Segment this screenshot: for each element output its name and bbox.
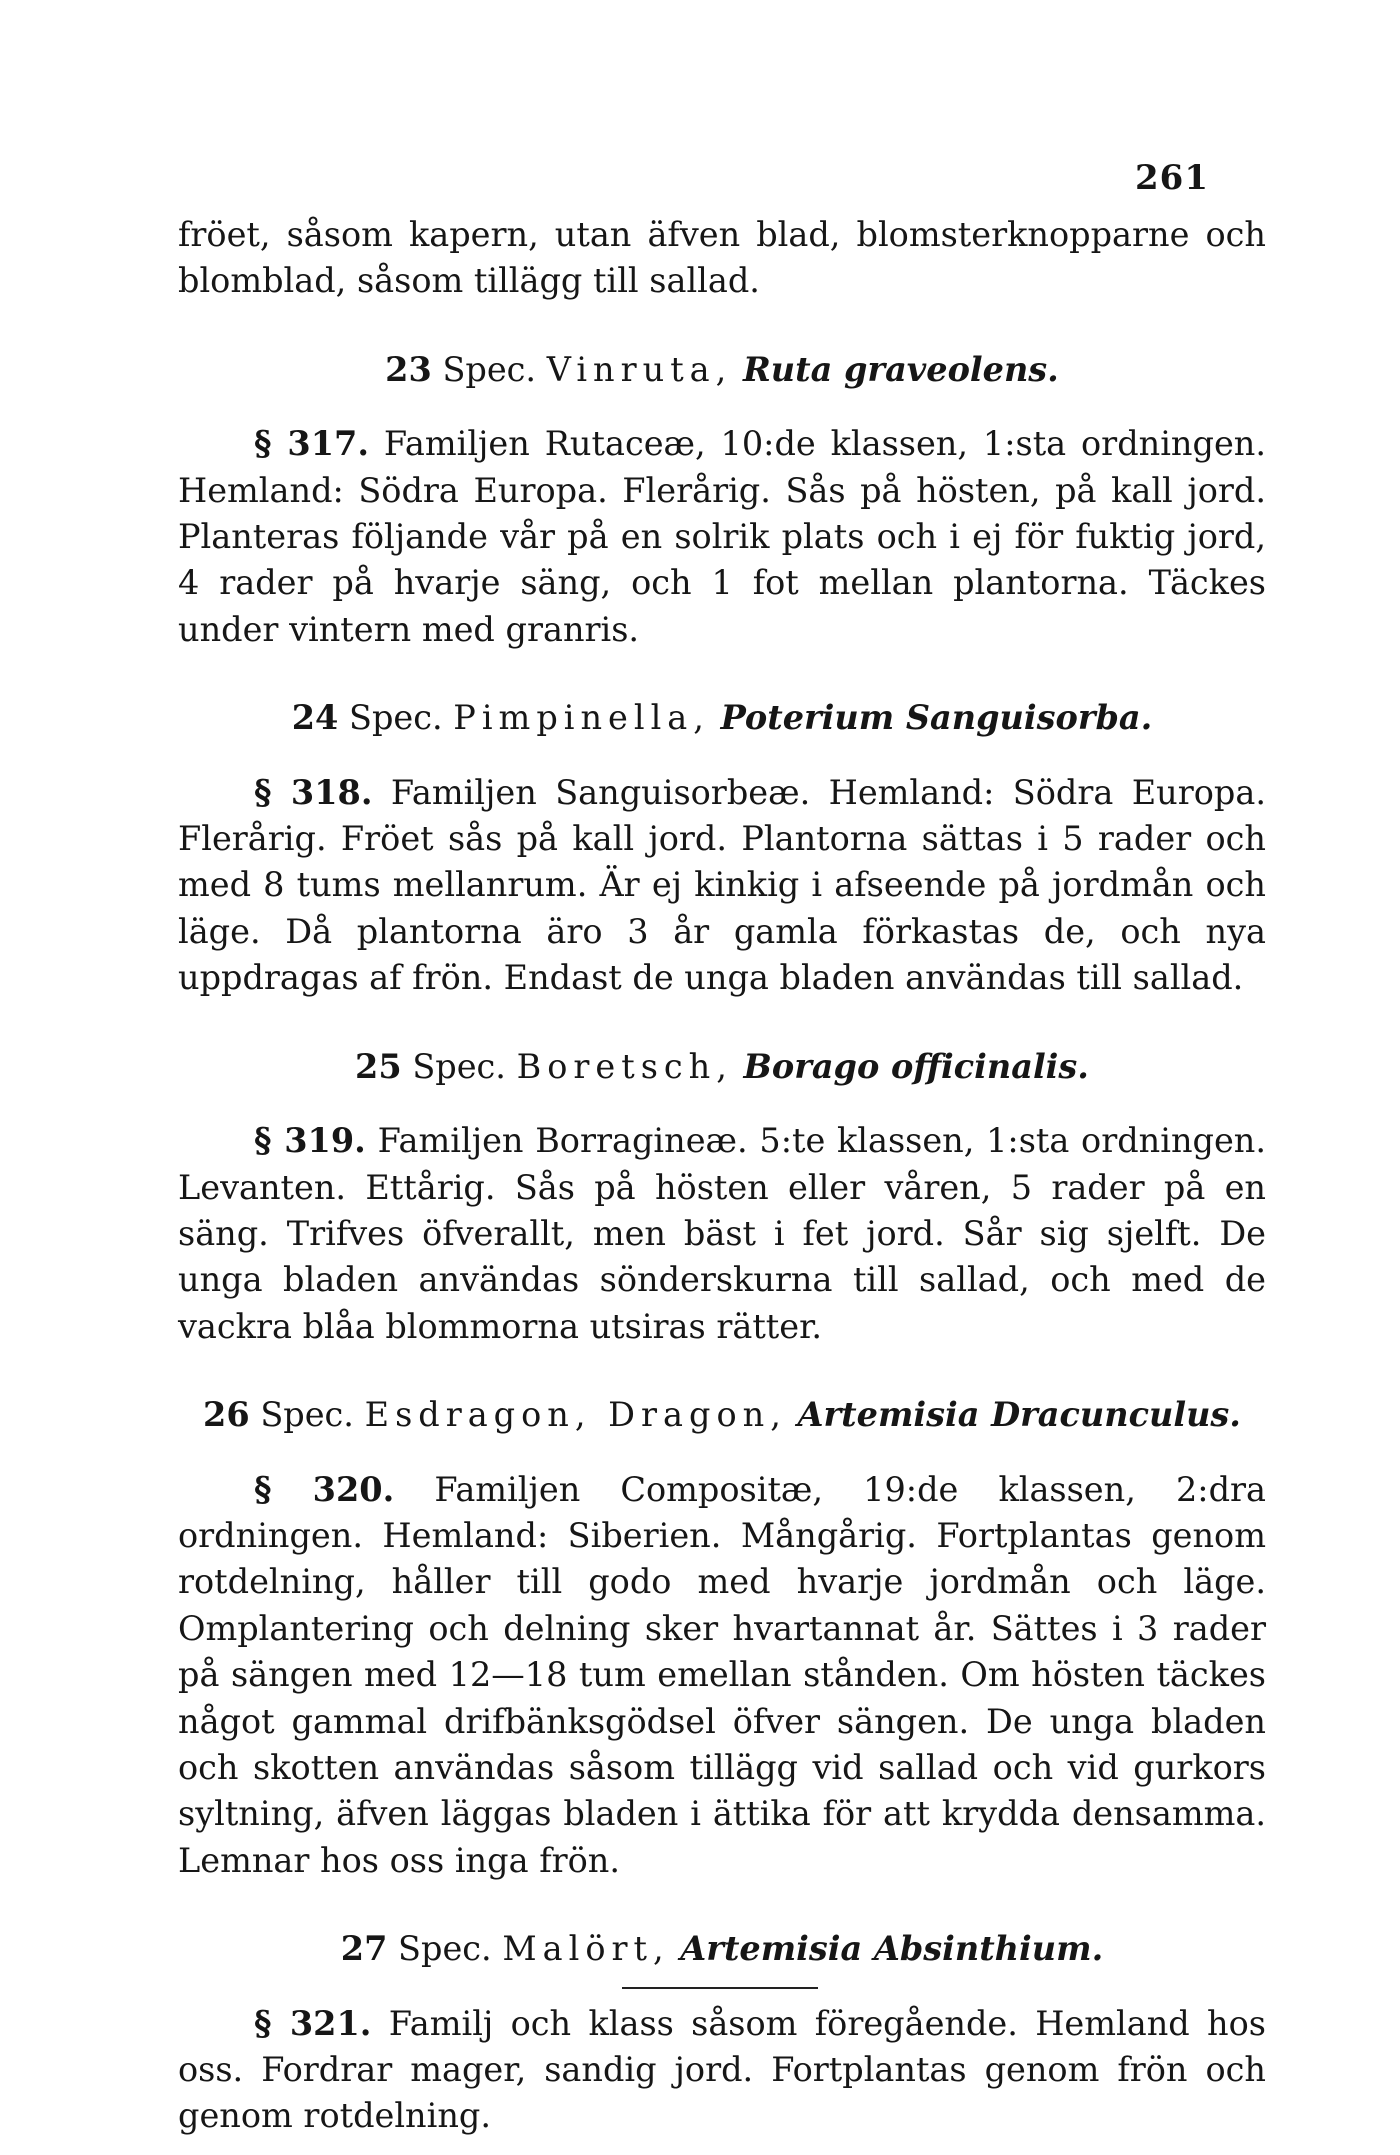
page-number: 261 bbox=[1135, 158, 1209, 198]
species-spec-label: Spec. bbox=[412, 1046, 506, 1086]
species-number: 27 bbox=[340, 1929, 388, 1969]
species-common-name: Esdragon, Dragon, bbox=[364, 1395, 787, 1435]
species-number: 26 bbox=[203, 1395, 250, 1435]
species-description: Familj och klass såsom föregående. Hemland hos oss. Fordrar mager, sandig jord. Fortplantas genom frön och genom rotdelning. bbox=[178, 2003, 1266, 2136]
species-spec-label: Spec. bbox=[260, 1395, 354, 1435]
species-spec-label: Spec. bbox=[442, 349, 537, 389]
opening-paragraph: fröet, såsom kapern, utan äfven blad, blomsterknopparne och blomblad, såsom tillägg till sallad. bbox=[178, 215, 1266, 301]
species-description: Familjen Borragineæ. 5:te klassen, 1:sta ordningen. Levanten. Ettårig. Sås på hösten eller våren, 5 rader på en säng. Trifves öfverallt, men bäst i fet jord. Sår sig sjelft. De unga bladen användas sönderskurna till sallad, och med de vackra blåa blommorna utsiras rätter. bbox=[178, 1121, 1267, 1346]
species-paragraph bbox=[178, 770, 1266, 1002]
species-common-name: Pimpinella, bbox=[453, 698, 710, 738]
species-latin-name: Poterium Sanguisorba. bbox=[720, 698, 1153, 738]
species-spec-label: Spec. bbox=[398, 1929, 492, 1969]
species-common-name: Vinruta, bbox=[546, 349, 733, 389]
species-latin-name: Artemisia Absinthium. bbox=[680, 1929, 1104, 1969]
species-common-name: Malört, bbox=[502, 1929, 670, 1969]
species-common-name: Boretsch, bbox=[516, 1046, 733, 1086]
species-number: 25 bbox=[355, 1046, 402, 1086]
species-heading bbox=[178, 347, 1266, 393]
section-number: § 318. bbox=[254, 772, 373, 812]
species-description: Familjen Rutaceæ, 10:de klassen, 1:sta ordningen. Hemland: Södra Europa. Flerårig. Sås på hösten, på kall jord. Planteras följande vår på en solrik plats och i ej för fuktig jord, 4 rader på hvarje säng, och 1 fot mellan plantorna. Täckes under vintern med granris. bbox=[178, 424, 1266, 649]
species-spec-label: Spec. bbox=[349, 698, 443, 738]
page-body bbox=[178, 212, 1266, 2140]
species-latin-name: Ruta graveolens. bbox=[742, 349, 1059, 389]
species-description: Familjen Sanguisorbeæ. Hemland: Södra Europa. Flerårig. Fröet sås på kall jord. Plantorna sättas i 5 rader och med 8 tums mellanrum. Är ej kinkig i afseende på jordmån och läge. Då plantorna äro 3 år gamla förkastas de, och nya uppdragas af frön. Endast de unga bladen användas till sallad. bbox=[178, 772, 1266, 998]
section-number: § 319. bbox=[254, 1121, 366, 1161]
species-latin-name: Artemisia Dracunculus. bbox=[797, 1395, 1241, 1435]
section-number: § 320. bbox=[254, 1469, 395, 1509]
species-heading bbox=[178, 1044, 1266, 1090]
species-number: 23 bbox=[385, 349, 432, 389]
species-heading bbox=[178, 1926, 1266, 1972]
species-description: Familjen Compositæ, 19:de klassen, 2:dra ordningen. Hemland: Siberien. Mångårig. Fortplantas genom rotdelning, håller till godo med hvarje jordmån och läge. Omplantering och delning sker hvartannat år. Sättes i 3 rader på sängen med 12—18 tum emellan stånden. Om hösten täckes något gammal drifbänksgödsel öfver sängen. De unga bladen och skotten användas såsom tillägg vid sallad och vid gurkors syltning, äfven läggas bladen i ättika för att krydda densamma. Lemnar hos oss inga frön. bbox=[178, 1469, 1266, 1880]
species-heading bbox=[178, 695, 1266, 741]
species-paragraph bbox=[178, 1118, 1266, 1350]
section-number: § 321. bbox=[254, 2003, 372, 2043]
species-latin-name: Borago officinalis. bbox=[743, 1046, 1089, 1086]
section-number: § 317. bbox=[254, 424, 370, 464]
species-heading bbox=[178, 1392, 1266, 1438]
species-paragraph bbox=[178, 1467, 1266, 1885]
species-paragraph bbox=[178, 421, 1266, 653]
species-paragraph bbox=[178, 2001, 1266, 2140]
species-number: 24 bbox=[291, 698, 339, 738]
bottom-rule bbox=[622, 1987, 818, 1989]
